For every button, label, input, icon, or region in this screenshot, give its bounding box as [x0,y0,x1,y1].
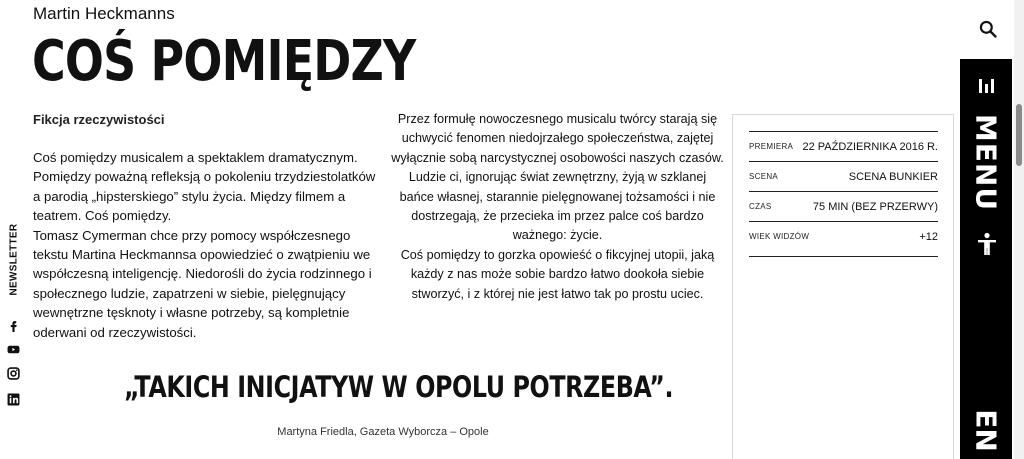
info-value: 22 PAŹDZIERNIKA 2016 R. [802,140,938,153]
menu-label: MENU [969,113,1003,212]
linkedin-icon[interactable] [6,392,20,406]
info-value: +12 [919,230,938,243]
press-quote: „TAKICH INICJATYW W OPOLU POTRZEBA”. [124,370,674,404]
scrollbar-track[interactable] [1014,0,1024,459]
info-row-premiere [749,131,938,161]
page-title: COŚ POMIĘDZY [32,29,416,94]
facebook-icon[interactable] [6,318,20,332]
info-row-age [749,221,938,251]
subtitle: Fikcja rzeczywistości [33,112,165,127]
paragraph: Przez formułę nowoczesnego musicalu twórcy starają się uchwycić fenomen niedojrzałego społeczeństwa, zajętej wyłącznie sobą narcystycznej osobowości naszych czasów. Ludzie ci, ignorując świat zewnętrzny, żyją w szklanej bańce własnej, starannie pielęgnowanej tożsamości i nie dostrzegają, że przecieka im przez palce coś bardzo ważnego: życie. [391,112,724,243]
menu-bars-icon [976,76,996,96]
scrollbar-thumb[interactable] [1016,104,1022,166]
info-value: SCENA BUNKIER [848,170,938,183]
paragraph: Coś pomiędzy to gorzka opowieść o fikcyjnej utopii, jaką każdy z nas może sobie bardzo łatwo dookoła siebie stworzyć, i z której nie jest łatwo tak po prostu uciec. [400,247,715,301]
paragraph: Coś pomiędzy musicalem a spektaklem dramatycznym. Pomiędzy poważną refleksją o pokoleniu trzydziestolatków a parodią „hipsterskiego” stylu życia. Między filmem a teatrem. Coś pomiędzy. [33,150,376,224]
search-icon[interactable] [978,19,998,39]
description-column-left [33,148,383,342]
newsletter-link[interactable] [6,223,22,298]
info-label: SCENA [749,172,779,181]
newsletter-label: NEWSLETTER [8,223,20,296]
info-label: CZAS [749,202,772,211]
info-row-stage [749,161,938,191]
info-box [732,114,954,459]
menu-button[interactable] [960,68,1012,213]
description-column-right [390,110,725,304]
language-switch[interactable] [960,398,1012,459]
paragraph: Tomasz Cymerman chce przy pomocy współczesnego tekstu Martina Heckmannsa opowiedzieć o zwątpieniu we współczesną inteligencję. Niedorośli do życia rodzinnego i społecznego ludzie, zapatrzeni w siebie, pielęgnujący wewnętrzne tęsknoty i własne potrzeby, są kompletnie oderwani od rzeczywistości. [33,227,372,340]
author-name: Martin Heckmanns [33,4,175,23]
info-label: PREMIERA [749,142,794,151]
instagram-icon[interactable] [6,366,20,380]
language-label: EN [969,409,1003,452]
press-quote-author: Martyna Friedla, Gazeta Wyborcza – Opole [277,426,489,438]
info-value: 75 MIN (BEZ PRZERWY) [812,200,938,213]
youtube-icon[interactable] [6,342,20,356]
info-label: WIEK WIDZÓW [749,232,810,241]
info-divider [749,256,938,257]
accessibility-icon[interactable] [976,232,998,256]
info-row-duration [749,191,938,221]
